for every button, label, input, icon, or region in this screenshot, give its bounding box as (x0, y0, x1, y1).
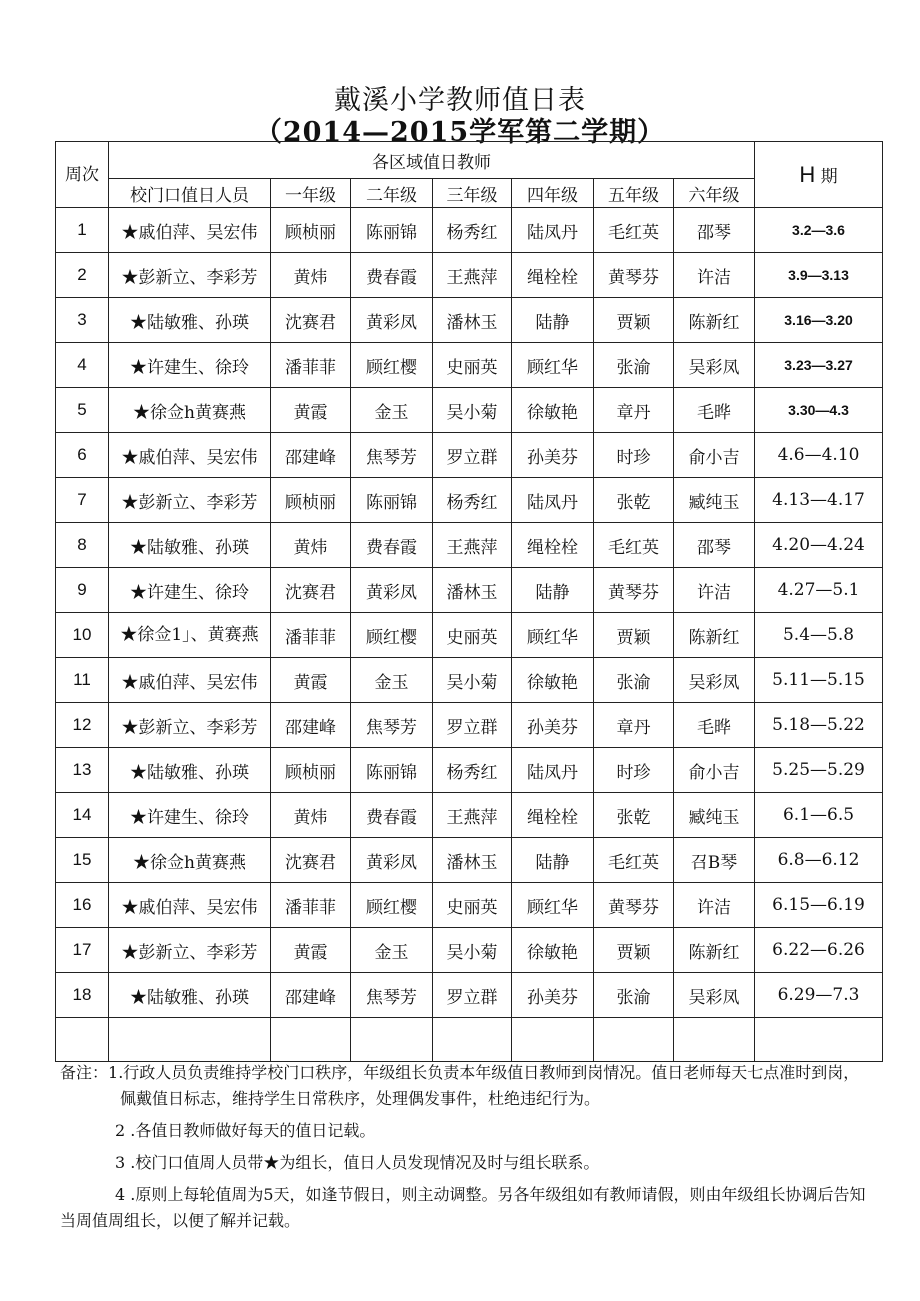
header-col-gate: 校门口值日人员 (109, 179, 271, 208)
grade2-cell: 金玉 (351, 658, 433, 703)
date-cell: 3.23—3.27 (755, 343, 883, 388)
week-cell: 8 (56, 523, 109, 568)
grade1-cell: 沈赛君 (271, 568, 351, 613)
header-col-grade3: 三年级 (433, 179, 512, 208)
grade6-cell: 臧纯玉 (674, 478, 755, 523)
grade4-cell: 陆静 (512, 298, 594, 343)
grade4-cell: 孙美芬 (512, 433, 594, 478)
grade4-cell: 绳栓栓 (512, 253, 594, 298)
week-cell: 14 (56, 793, 109, 838)
grade3-cell: 史丽英 (433, 883, 512, 928)
grade1-cell: 邵建峰 (271, 703, 351, 748)
week-cell: 1 (56, 208, 109, 253)
header-col-grade6: 六年级 (674, 179, 755, 208)
grade4-cell: 陆凤丹 (512, 478, 594, 523)
table-row (56, 298, 883, 343)
grade3-cell: 杨秀红 (433, 208, 512, 253)
week-cell: 10 (56, 613, 109, 658)
week-cell: 12 (56, 703, 109, 748)
table-row (56, 433, 883, 478)
grade6-cell: 召B琴 (674, 838, 755, 883)
grade6-cell: 俞小吉 (674, 748, 755, 793)
grade3-cell: 罗立群 (433, 433, 512, 478)
page-title: 戴溪小学教师值日表 (334, 85, 586, 116)
week-cell: 13 (56, 748, 109, 793)
grade4-cell: 徐敏艳 (512, 388, 594, 433)
grade5-cell: 贾颖 (594, 928, 674, 973)
grade3-cell: 王燕萍 (433, 253, 512, 298)
note-1 (60, 1060, 870, 1112)
grade3-cell: 潘林玉 (433, 568, 512, 613)
gate-duty-cell: ★戚伯萍、吴宏伟 (109, 208, 271, 253)
grade3-cell: 罗立群 (433, 973, 512, 1018)
table-row (56, 478, 883, 523)
date-cell: 4.6—4.10 (755, 433, 883, 478)
gate-duty-cell: ★戚伯萍、吴宏伟 (109, 658, 271, 703)
grade4-cell: 陆凤丹 (512, 748, 594, 793)
table-row (56, 838, 883, 883)
header-date (755, 142, 883, 208)
grade1-cell: 黄炜 (271, 523, 351, 568)
grade1-cell: 顾桢丽 (271, 478, 351, 523)
empty-cell (512, 1018, 594, 1062)
grade6-cell: 陈新红 (674, 298, 755, 343)
empty-cell (674, 1018, 755, 1062)
grade1-cell: 潘菲菲 (271, 343, 351, 388)
date-cell: 5.11—5.15 (755, 658, 883, 703)
grade5-cell: 毛红英 (594, 208, 674, 253)
empty-cell (594, 1018, 674, 1062)
gate-duty-cell: ★徐佥h黄赛燕 (109, 838, 271, 883)
empty-cell (433, 1018, 512, 1062)
grade6-cell: 吴彩凤 (674, 658, 755, 703)
grade3-cell: 吴小菊 (433, 388, 512, 433)
empty-cell (56, 1018, 109, 1062)
gate-duty-cell: ★彭新立、李彩芳 (109, 253, 271, 298)
grade3-cell: 吴小菊 (433, 928, 512, 973)
gate-duty-cell: ★徐佥1」、黄赛燕 (109, 613, 271, 658)
grade5-cell: 张渝 (594, 973, 674, 1018)
grade5-cell: 章丹 (594, 703, 674, 748)
grade6-cell: 陈新红 (674, 928, 755, 973)
week-cell: 5 (56, 388, 109, 433)
grade3-cell: 吴小菊 (433, 658, 512, 703)
gate-duty-cell: ★戚伯萍、吴宏伟 (109, 883, 271, 928)
grade6-cell: 陈新红 (674, 613, 755, 658)
header-col-grade1: 一年级 (271, 179, 351, 208)
date-cell: 4.27—5.1 (755, 568, 883, 613)
grade5-cell: 黄琴芬 (594, 253, 674, 298)
grade3-cell: 史丽英 (433, 343, 512, 388)
notes (60, 1060, 870, 1234)
empty-cell (109, 1018, 271, 1062)
grade6-cell: 许洁 (674, 883, 755, 928)
grade6-cell: 邵琴 (674, 523, 755, 568)
table-row (56, 568, 883, 613)
grade5-cell: 张乾 (594, 793, 674, 838)
empty-cell (755, 1018, 883, 1062)
grade2-cell: 陈丽锦 (351, 478, 433, 523)
week-cell: 15 (56, 838, 109, 883)
grade2-cell: 黄彩凤 (351, 568, 433, 613)
date-cell: 3.2—3.6 (755, 208, 883, 253)
date-cell: 3.16—3.20 (755, 298, 883, 343)
week-cell: 18 (56, 973, 109, 1018)
gate-duty-cell: ★陆敏雅、孙瑛 (109, 298, 271, 343)
grade2-cell: 费春霞 (351, 253, 433, 298)
grade4-cell: 陆凤丹 (512, 208, 594, 253)
table-row (56, 973, 883, 1018)
table-row (56, 388, 883, 433)
grade2-cell: 金玉 (351, 928, 433, 973)
grade5-cell: 时珍 (594, 748, 674, 793)
grade1-cell: 黄霞 (271, 658, 351, 703)
grade2-cell: 黄彩凤 (351, 838, 433, 883)
grade4-cell: 孙美芬 (512, 973, 594, 1018)
gate-duty-cell: ★许建生、徐玲 (109, 793, 271, 838)
grade5-cell: 毛红英 (594, 838, 674, 883)
grade5-cell: 毛红英 (594, 523, 674, 568)
note-2: 2 .各值日教师做好每天的值日记载。 (115, 1121, 376, 1140)
grade6-cell: 许洁 (674, 253, 755, 298)
grade1-cell: 黄炜 (271, 253, 351, 298)
week-cell: 3 (56, 298, 109, 343)
week-cell: 17 (56, 928, 109, 973)
week-cell: 16 (56, 883, 109, 928)
grade4-cell: 顾红华 (512, 613, 594, 658)
date-cell: 4.20—4.24 (755, 523, 883, 568)
date-cell: 6.1—6.5 (755, 793, 883, 838)
grade5-cell: 章丹 (594, 388, 674, 433)
grade2-cell: 金玉 (351, 388, 433, 433)
notes-prefix: 备注： (60, 1063, 109, 1082)
grade2-cell: 陈丽锦 (351, 748, 433, 793)
grade2-cell: 顾红樱 (351, 613, 433, 658)
date-cell: 4.13—4.17 (755, 478, 883, 523)
grade6-cell: 吴彩凤 (674, 973, 755, 1018)
note-4: 4 .原则上每轮值周为5天，如逢节假日，则主动调整。另各年级组如有教师请假，则由年级组长协调后告知当周值周组长，以便了解并记载。 (60, 1185, 866, 1230)
grade2-cell: 费春霞 (351, 523, 433, 568)
header-area: 各区域值日教师 (109, 142, 755, 179)
week-cell: 4 (56, 343, 109, 388)
grade6-cell: 俞小吉 (674, 433, 755, 478)
grade4-cell: 绳栓栓 (512, 793, 594, 838)
grade1-cell: 顾桢丽 (271, 748, 351, 793)
grade1-cell: 顾桢丽 (271, 208, 351, 253)
empty-cell (351, 1018, 433, 1062)
grade6-cell: 许洁 (674, 568, 755, 613)
gate-duty-cell: ★陆敏雅、孙瑛 (109, 748, 271, 793)
header-col-grade2: 二年级 (351, 179, 433, 208)
week-cell: 9 (56, 568, 109, 613)
table-row (56, 253, 883, 298)
header-col-grade4: 四年级 (512, 179, 594, 208)
grade4-cell: 顾红华 (512, 343, 594, 388)
gate-duty-cell: ★许建生、徐玲 (109, 568, 271, 613)
grade4-cell: 徐敏艳 (512, 928, 594, 973)
grade6-cell: 邵琴 (674, 208, 755, 253)
empty-cell (271, 1018, 351, 1062)
week-cell: 6 (56, 433, 109, 478)
table-body (56, 142, 883, 1062)
week-cell: 2 (56, 253, 109, 298)
grade1-cell: 黄霞 (271, 928, 351, 973)
grade6-cell: 臧纯玉 (674, 793, 755, 838)
gate-duty-cell: ★彭新立、李彩芳 (109, 703, 271, 748)
gate-duty-cell: ★彭新立、李彩芳 (109, 478, 271, 523)
table-row (56, 748, 883, 793)
grade5-cell: 黄琴芬 (594, 568, 674, 613)
date-cell: 6.22—6.26 (755, 928, 883, 973)
grade3-cell: 潘林玉 (433, 298, 512, 343)
grade5-cell: 张渝 (594, 343, 674, 388)
date-cell: 5.18—5.22 (755, 703, 883, 748)
grade3-cell: 杨秀红 (433, 748, 512, 793)
grade2-cell: 焦琴芳 (351, 433, 433, 478)
table-row (56, 343, 883, 388)
grade3-cell: 王燕萍 (433, 793, 512, 838)
gate-duty-cell: ★彭新立、李彩芳 (109, 928, 271, 973)
grade2-cell: 焦琴芳 (351, 973, 433, 1018)
grade2-cell: 焦琴芳 (351, 703, 433, 748)
grade5-cell: 黄琴芬 (594, 883, 674, 928)
gate-duty-cell: ★陆敏雅、孙瑛 (109, 973, 271, 1018)
grade4-cell: 徐敏艳 (512, 658, 594, 703)
grade5-cell: 贾颖 (594, 298, 674, 343)
grade2-cell: 顾红樱 (351, 883, 433, 928)
gate-duty-cell: ★徐佥h黄赛燕 (109, 388, 271, 433)
empty-row (56, 1018, 883, 1062)
header-col-grade5: 五年级 (594, 179, 674, 208)
grade5-cell: 张渝 (594, 658, 674, 703)
header-date-suffix: 期 (820, 166, 838, 187)
grade2-cell: 黄彩凤 (351, 298, 433, 343)
table-row (56, 793, 883, 838)
table-row (56, 703, 883, 748)
date-cell: 6.8—6.12 (755, 838, 883, 883)
header-row-1 (56, 142, 883, 179)
grade1-cell: 邵建峰 (271, 973, 351, 1018)
grade5-cell: 时珍 (594, 433, 674, 478)
grade4-cell: 陆静 (512, 568, 594, 613)
grade2-cell: 陈丽锦 (351, 208, 433, 253)
table-row (56, 208, 883, 253)
table-row (56, 613, 883, 658)
grade3-cell: 罗立群 (433, 703, 512, 748)
grade3-cell: 王燕萍 (433, 523, 512, 568)
table-row (56, 658, 883, 703)
grade6-cell: 毛晔 (674, 703, 755, 748)
week-cell: 11 (56, 658, 109, 703)
duty-table (55, 141, 883, 1062)
date-cell: 6.15—6.19 (755, 883, 883, 928)
grade6-cell: 吴彩凤 (674, 343, 755, 388)
grade1-cell: 黄炜 (271, 793, 351, 838)
grade1-cell: 潘菲菲 (271, 883, 351, 928)
grade1-cell: 沈赛君 (271, 298, 351, 343)
grade4-cell: 顾红华 (512, 883, 594, 928)
grade5-cell: 贾颖 (594, 613, 674, 658)
grade6-cell: 毛晔 (674, 388, 755, 433)
date-cell: 6.29—7.3 (755, 973, 883, 1018)
date-cell: 3.9—3.13 (755, 253, 883, 298)
grade1-cell: 黄霞 (271, 388, 351, 433)
grade3-cell: 史丽英 (433, 613, 512, 658)
week-cell: 7 (56, 478, 109, 523)
grade4-cell: 陆静 (512, 838, 594, 883)
grade1-cell: 沈赛君 (271, 838, 351, 883)
table-row (56, 523, 883, 568)
grade1-cell: 邵建峰 (271, 433, 351, 478)
grade2-cell: 顾红樱 (351, 343, 433, 388)
table-row (56, 928, 883, 973)
page-subtitle: （2014—2015学军第二学期） (254, 117, 666, 148)
date-cell: 5.4—5.8 (755, 613, 883, 658)
grade3-cell: 杨秀红 (433, 478, 512, 523)
grade4-cell: 绳栓栓 (512, 523, 594, 568)
table-row (56, 883, 883, 928)
note-3: 3 .校门口值周人员带★为组长，值日人员发现情况及时与组长联系。 (115, 1153, 600, 1172)
note-1-text: 1.行政人员负责维持学校门口秩序，年级组长负责本年级值日教师到岗情况。值日老师每天七点准时到岗，佩戴值日标志，维持学生日常秩序，处理偶发事件，杜绝违纪行为。 (108, 1063, 860, 1108)
grade4-cell: 孙美芬 (512, 703, 594, 748)
date-cell: 5.25—5.29 (755, 748, 883, 793)
date-cell: 3.30—4.3 (755, 388, 883, 433)
header-week: 周次 (56, 142, 109, 208)
grade5-cell: 张乾 (594, 478, 674, 523)
grade2-cell: 费春霞 (351, 793, 433, 838)
grade3-cell: 潘林玉 (433, 838, 512, 883)
header-date-prefix: H (799, 161, 816, 187)
gate-duty-cell: ★陆敏雅、孙瑛 (109, 523, 271, 568)
gate-duty-cell: ★许建生、徐玲 (109, 343, 271, 388)
grade1-cell: 潘菲菲 (271, 613, 351, 658)
gate-duty-cell: ★戚伯萍、吴宏伟 (109, 433, 271, 478)
